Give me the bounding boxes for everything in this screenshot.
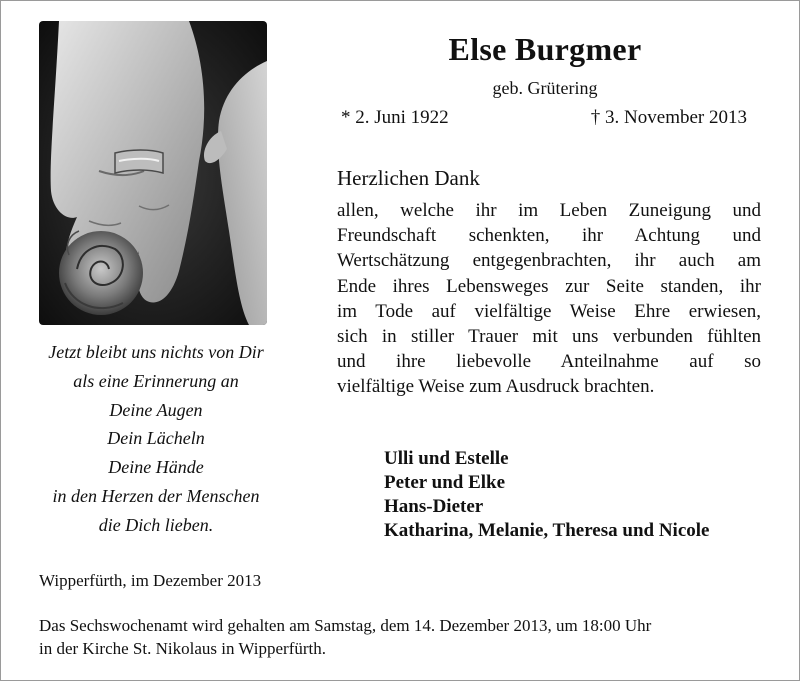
poem-line: Deine Augen <box>109 399 203 420</box>
birth-name: geb. Grütering <box>492 78 598 98</box>
place-date: Wipperfürth, im Dezember 2013 <box>39 571 262 590</box>
notice-line: in der Kirche St. Nikolaus in Wipperfürth. <box>39 639 326 658</box>
poem-line: in den Herzen der Menschen <box>52 485 260 506</box>
memorial-poem <box>21 338 291 540</box>
thanks-line: Freundschaft schenkten, ihr Achtung und <box>337 225 761 247</box>
thanks-heading: Herzlichen Dank <box>337 166 480 190</box>
family-signatures <box>384 447 709 543</box>
death-date: † 3. November 2013 <box>590 107 747 128</box>
birth-date: * 2. Juni 1922 <box>341 107 449 128</box>
thanks-line: und ihre liebevolle Anteilnahme auf so <box>337 351 761 373</box>
poem-line: Jetzt bleibt uns nichts von Dir <box>48 342 264 362</box>
thanks-line: vielfältige Weise zum Ausdruck brachten. <box>337 376 655 398</box>
hands-rose-image <box>39 21 267 325</box>
poem-line: Deine Hände <box>108 457 204 478</box>
family-member: Katharina, Melanie, Theresa und Nicole <box>384 520 710 541</box>
family-member: Ulli und Estelle <box>384 448 509 469</box>
deceased-name: Else Burgmer <box>448 31 642 67</box>
poem-line: Dein Lächeln <box>107 428 205 449</box>
thanks-line: im Tode auf vielfältige Weise Ehre erwiesen, <box>337 300 761 322</box>
thanks-line: Ende ihres Lebensweges zur Seite standen, ihr <box>337 275 761 297</box>
thanks-line: Wertschätzung entgegenbrachten, ihr auch am <box>337 250 761 272</box>
family-member: Hans-Dieter <box>384 496 484 517</box>
thanks-line: sich in stiller Trauer mit uns verbunden fühlten <box>337 326 761 348</box>
thanks-line: allen, welche ihr im Leben Zuneigung und <box>337 200 761 221</box>
family-member: Peter und Elke <box>384 472 506 493</box>
poem-line: als eine Erinnerung an <box>73 370 239 391</box>
notice-line: Das Sechswochenamt wird gehalten am Samstag, dem 14. Dezember 2013, um 18:00 Uhr <box>39 616 652 635</box>
poem-line: die Dich lieben. <box>98 514 214 535</box>
memorial-photo <box>39 21 267 325</box>
service-notice <box>39 614 763 660</box>
thanks-text <box>337 198 761 400</box>
